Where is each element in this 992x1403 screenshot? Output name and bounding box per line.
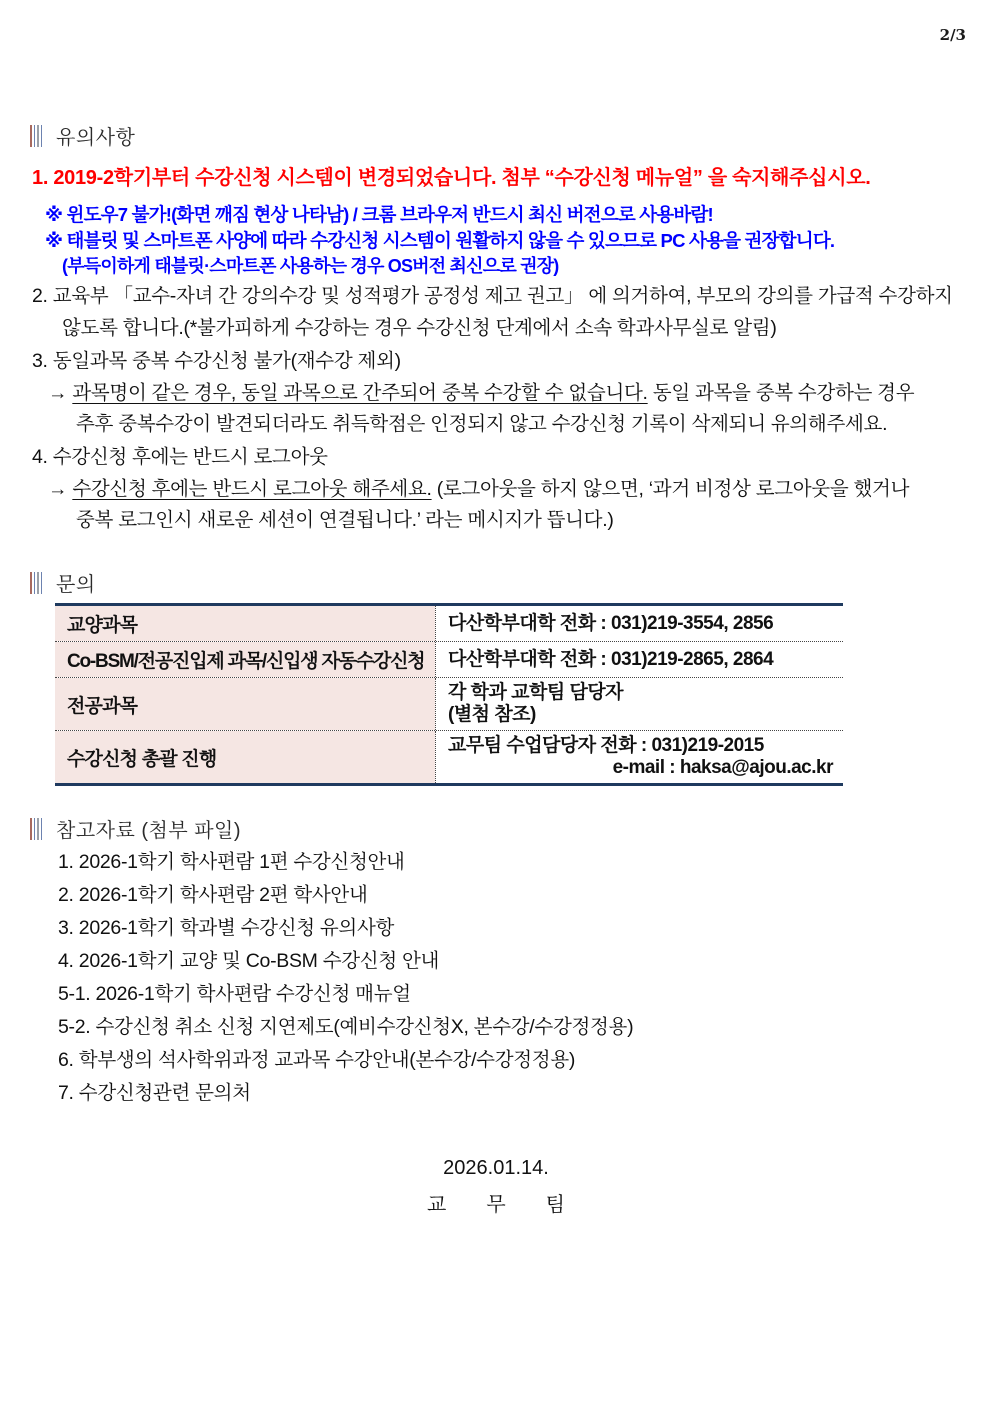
section-header-contact: [30, 568, 96, 597]
section-header-attachments: [30, 814, 241, 843]
list-item: 5-1. 2026-1학기 학사편람 수강신청 매뉴얼: [58, 983, 411, 1005]
notice-3-rest: 동일 과목을 중복 수강하는 경우: [647, 382, 915, 404]
contact-label: Co-BSM/전공진입제 과목/신입생 자동수강신청: [55, 642, 435, 677]
notice-3-underlined: 과목명이 같은 경우, 동일 과목으로 간주되어 중복 수강할 수 없습니다.: [72, 382, 648, 404]
table-row: [55, 677, 843, 730]
contact-label: 전공과목: [55, 678, 435, 730]
table-row: [55, 730, 843, 783]
section-title-notes: 유의사항: [56, 127, 136, 149]
notice-4-line-2: [48, 478, 909, 501]
notice-1-sub-3: (부득이하게 태블릿·스마트폰 사용하는 경우 OS버전 최신으로 권장): [62, 256, 559, 276]
arrow-icon: →: [48, 478, 68, 500]
section-title-attachments: 참고자료 (첨부 파일): [56, 820, 241, 842]
contact-value: 교무팀 수업담당자 전화 : 031)219-2015 e-mail : haksa@ajou.ac.kr: [435, 731, 843, 783]
notice-4-underlined: 수강신청 후에는 반드시 로그아웃 해주세요.: [72, 478, 432, 500]
contact-value: 다산학부대학 전화 : 031)219-2865, 2864: [435, 642, 843, 677]
section-title-contact: 문의: [56, 574, 96, 596]
notice-3-line-3: 추후 중복수강이 발견되더라도 취득학점은 인정되지 않고 수강신청 기록이 삭제되니 유의해주세요.: [76, 413, 888, 435]
footer-team: 교 무 팀: [427, 1194, 565, 1216]
list-item: 7. 수강신청관련 문의처: [58, 1082, 251, 1104]
list-item: 1. 2026-1학기 학사편람 1편 수강신청안내: [58, 851, 405, 873]
notice-1-headline: 1. 2019-2학기부터 수강신청 시스템이 변경되었습니다. 첨부 “수강신청 메뉴얼” 을 숙지해주십시오.: [32, 167, 871, 189]
section-bullet-icon: [30, 125, 42, 147]
contact-value: 다산학부대학 전화 : 031)219-3554, 2856: [435, 606, 843, 641]
notice-4-line-1: 4. 수강신청 후에는 반드시 로그아웃: [32, 446, 328, 468]
notice-2-line-1: 2. 교육부 「교수-자녀 간 강의수강 및 성적평가 공정성 제고 권고」 에 의거하여, 부모의 강의를 가급적 수강하지: [32, 285, 953, 307]
list-item: 2. 2026-1학기 학사편람 2편 학사안내: [58, 884, 368, 906]
contact-value: 각 학과 교학팀 담당자 (별첨 참조): [435, 678, 843, 730]
section-header-notes: [30, 121, 135, 150]
list-item: 6. 학부생의 석사학위과정 교과목 수강안내(본수강/수강정정용): [58, 1049, 576, 1071]
list-item: 3. 2026-1학기 학과별 수강신청 유의사항: [58, 917, 395, 939]
table-row: [55, 641, 843, 677]
notice-3-line-2: [48, 382, 914, 405]
notice-1-sub-2: ※ 태블릿 및 스마트폰 사양에 따라 수강신청 시스템이 원활하지 않을 수 있으므로 PC 사용을 권장합니다.: [45, 230, 835, 251]
contact-email: e-mail : haksa@ajou.ac.kr: [612, 757, 833, 778]
notice-3-line-1: 3. 동일과목 중복 수강신청 불가(재수강 제외): [32, 350, 401, 372]
notice-2-line-2: 않도록 합니다.(*불가피하게 수강하는 경우 수강신청 단계에서 소속 학과사무실로 알림): [62, 317, 777, 339]
notice-1-sub-1: ※ 윈도우7 불가!(화면 깨짐 현상 나타남) / 크롬 브라우저 반드시 최신 버전으로 사용바람!: [45, 204, 713, 225]
contact-label: 수강신청 총괄 진행: [55, 731, 435, 783]
list-item: 4. 2026-1학기 교양 및 Co-BSM 수강신청 안내: [58, 950, 440, 972]
section-bullet-icon: [30, 818, 42, 840]
contact-table: [55, 603, 843, 786]
page-number: 2/3: [939, 26, 966, 44]
notice-4-rest: (로그아웃을 하지 않으면, ‘과거 비정상 로그아웃을 했거나: [431, 478, 910, 500]
contact-label: 교양과목: [55, 606, 435, 641]
attachment-list: [58, 846, 633, 1110]
arrow-icon: →: [48, 382, 68, 404]
list-item: 5-2. 수강신청 취소 신청 지연제도(예비수강신청X, 본수강/수강정정용): [58, 1016, 634, 1038]
section-bullet-icon: [30, 572, 42, 594]
table-row: [55, 606, 843, 641]
footer-date: 2026.01.14.: [443, 1157, 549, 1179]
notice-4-line-3: 중복 로그인시 새로운 세션이 연결됩니다.’ 라는 메시지가 뜹니다.): [76, 509, 614, 531]
